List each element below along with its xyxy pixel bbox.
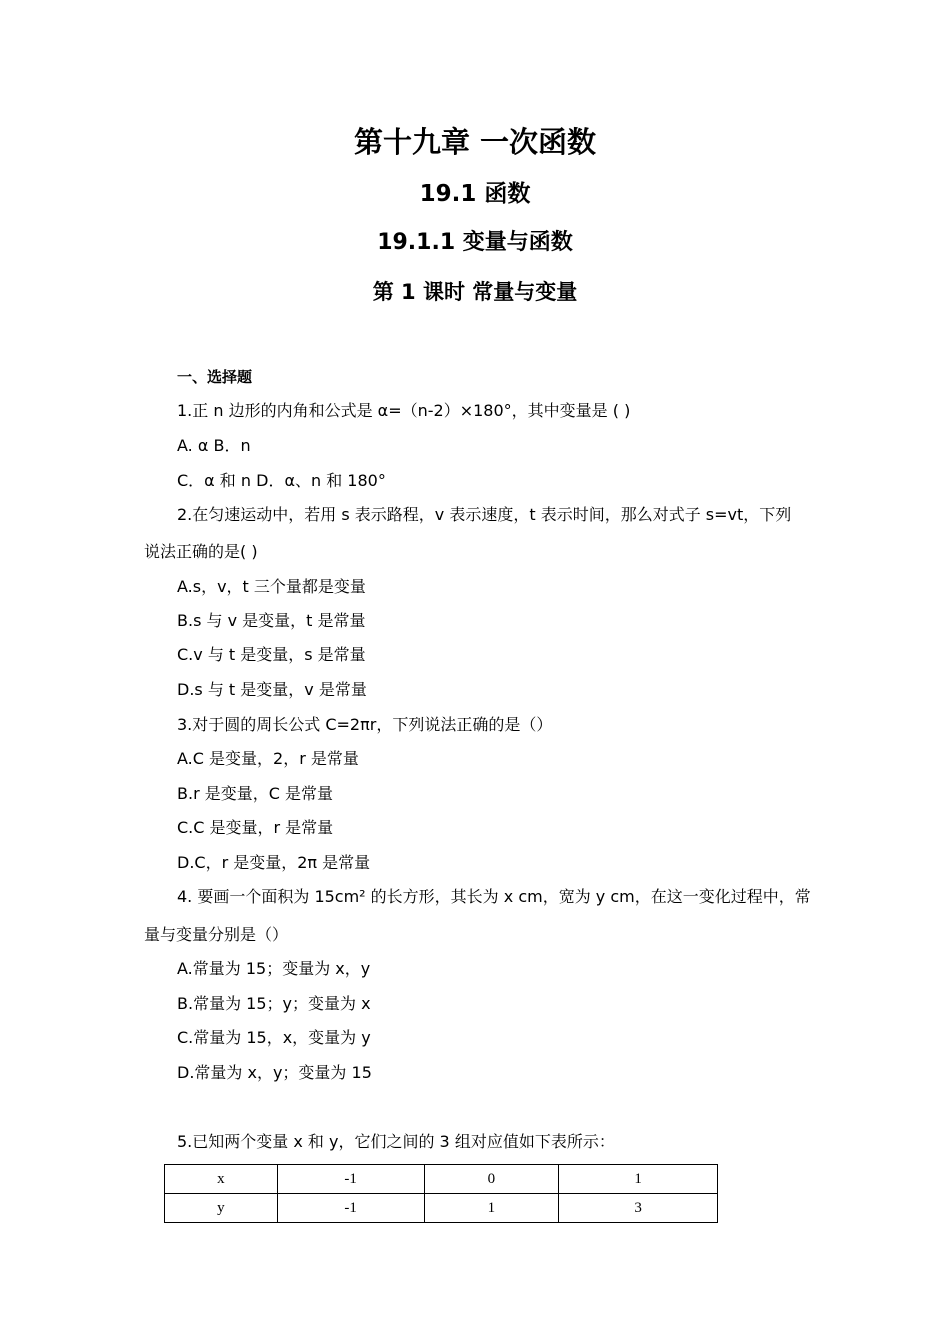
table-row	[165, 1194, 718, 1223]
q2-option-a: A.s，v，t 三个量都是变量	[177, 577, 366, 596]
table-cell: 0	[424, 1165, 559, 1194]
q4-option-d: D.常量为 x，y；变量为 15	[177, 1063, 372, 1082]
table-cell: -1	[277, 1194, 424, 1223]
q1-stem: 1.正 n 边形的内角和公式是 α=（n-2）×180°，其中变量是 ( )	[177, 401, 631, 420]
q3-option-b: B.r 是变量，C 是常量	[177, 784, 333, 803]
lesson-title: 第 1 课时 常量与变量	[372, 280, 578, 304]
q1-options-cd: C．α 和 n D．α、n 和 180°	[177, 471, 386, 490]
section-title: 19.1 函数	[419, 181, 531, 207]
section-heading: 一、选择题	[177, 368, 253, 386]
q1-options-ab: A. α B．n	[177, 436, 251, 455]
q2-stem-line2: 说法正确的是( )	[144, 542, 258, 561]
q2-option-c: C.v 与 t 是变量，s 是常量	[177, 645, 366, 664]
q5-stem: 5.已知两个变量 x 和 y，它们之间的 3 组对应值如下表所示：	[177, 1132, 615, 1151]
q2-option-b: B.s 与 v 是变量，t 是常量	[177, 611, 366, 630]
q4-stem-line2: 量与变量分别是（）	[144, 925, 289, 944]
q4-option-a: A.常量为 15；变量为 x，y	[177, 959, 371, 978]
table-cell: 1	[424, 1194, 559, 1223]
q2-stem-line1: 2.在匀速运动中，若用 s 表示路程，v 表示速度，t 表示时间，那么对式子 s=vt，下列	[177, 505, 792, 524]
table-cell: 3	[559, 1194, 718, 1223]
chapter-title: 第十九章 一次函数	[353, 125, 597, 159]
q3-option-a: A.C 是变量，2，r 是常量	[177, 749, 359, 768]
q3-option-d: D.C，r 是变量，2π 是常量	[177, 853, 371, 872]
q3-option-c: C.C 是变量，r 是常量	[177, 818, 334, 837]
table-cell: x	[165, 1165, 278, 1194]
q3-stem: 3.对于圆的周长公式 C=2πr，下列说法正确的是（）	[177, 715, 553, 734]
table-cell: y	[165, 1194, 278, 1223]
q4-option-c: C.常量为 15，x，变量为 y	[177, 1028, 371, 1047]
table-cell: -1	[277, 1165, 424, 1194]
q4-option-b: B.常量为 15；y；变量为 x	[177, 994, 371, 1013]
q5-value-table	[164, 1164, 718, 1223]
table-row	[165, 1165, 718, 1194]
q2-option-d: D.s 与 t 是变量，v 是常量	[177, 680, 367, 699]
table-cell: 1	[559, 1165, 718, 1194]
subsection-title: 19.1.1 变量与函数	[377, 230, 573, 255]
q4-stem-line1: 4. 要画一个面积为 15cm² 的长方形，其长为 x cm，宽为 y cm，在这一变化过程中，常	[177, 887, 811, 906]
